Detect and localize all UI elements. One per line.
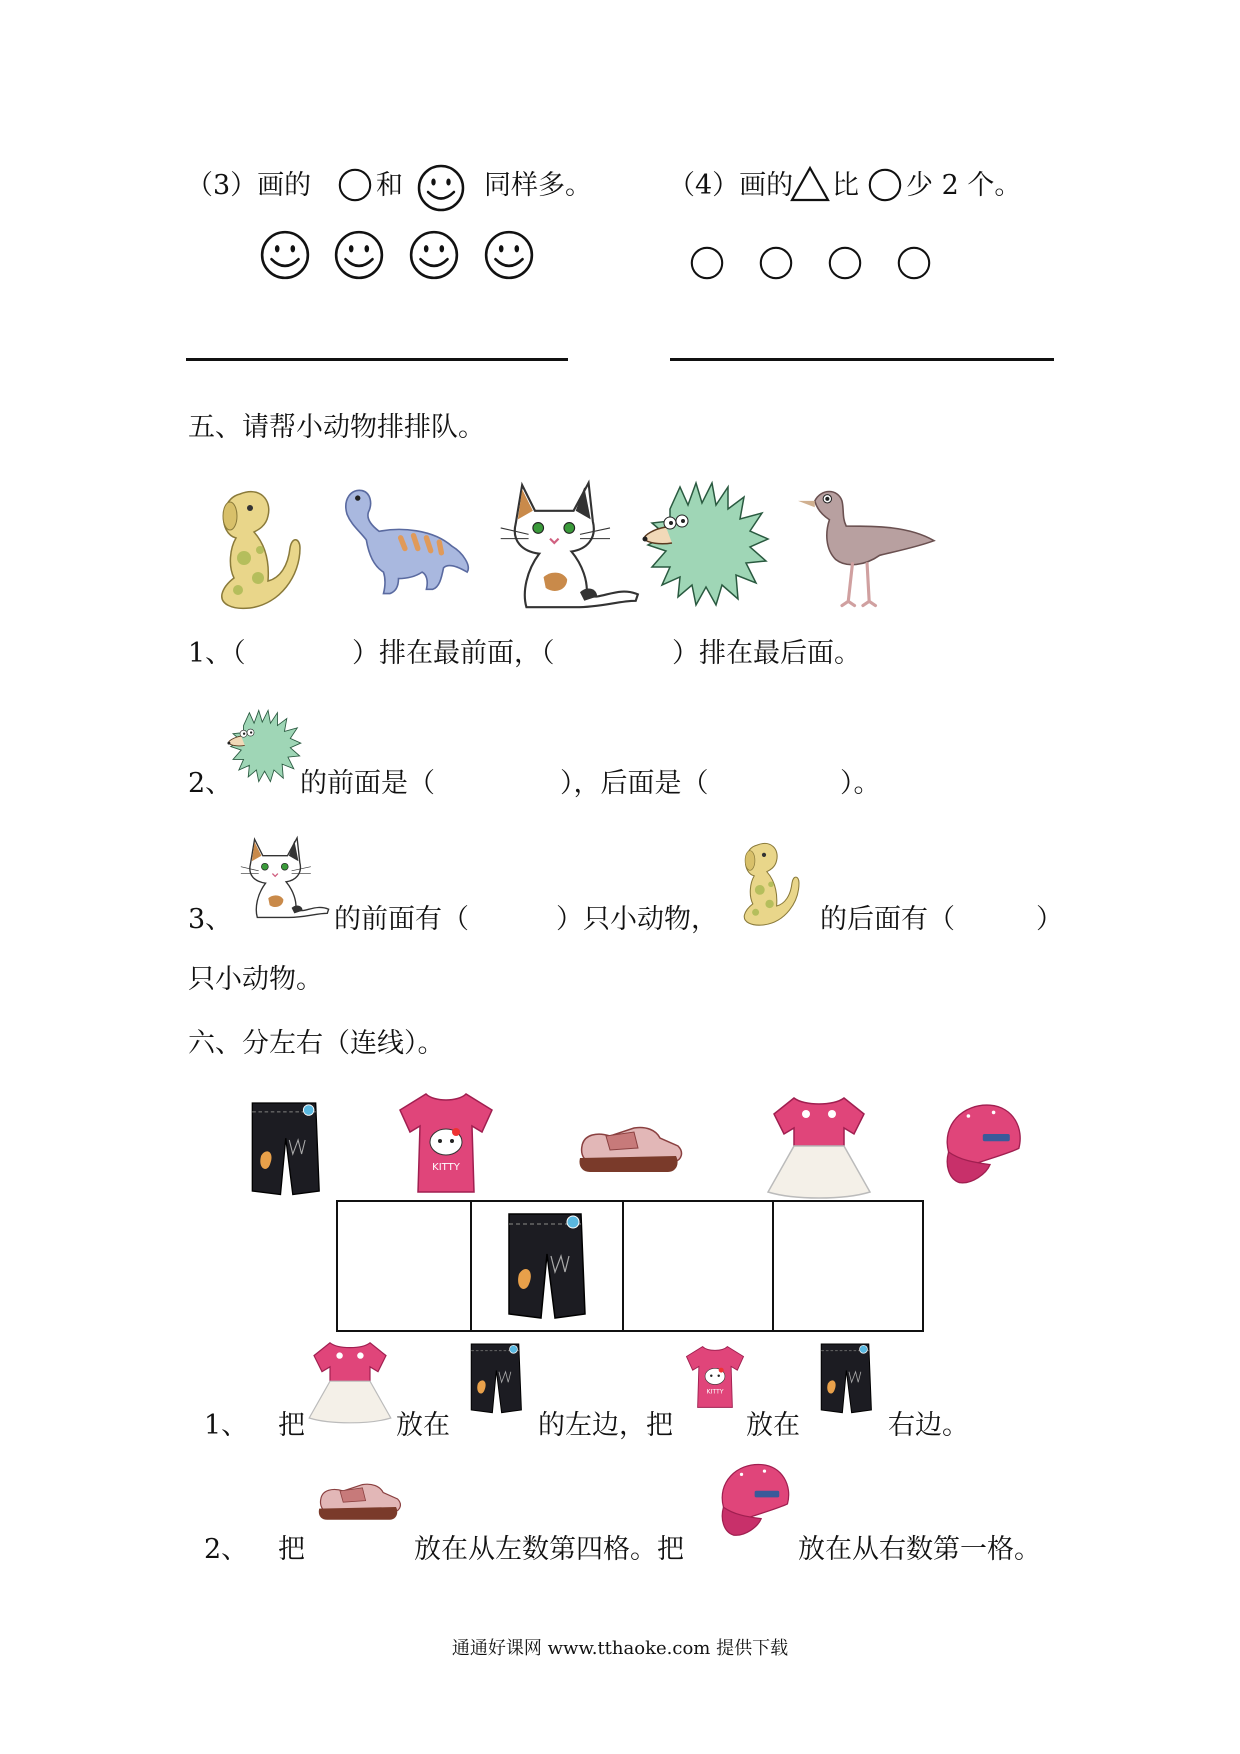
s6-q2-num: 2、 bbox=[204, 1534, 249, 1565]
bird-icon bbox=[790, 480, 940, 616]
circle-icon bbox=[826, 244, 864, 282]
answer-line-q4[interactable] bbox=[670, 358, 1054, 361]
shoe-icon bbox=[316, 1466, 404, 1532]
q3-label: （3）画的 bbox=[186, 170, 312, 201]
cat-icon bbox=[490, 474, 640, 614]
s6-q1-b: 放在 bbox=[396, 1410, 450, 1441]
s5-q1-mid: ）排在最前面，（ bbox=[352, 638, 555, 669]
hedgehog-icon bbox=[226, 700, 302, 792]
q3-text bbox=[186, 172, 311, 199]
section5-title: 五、请帮小动物排排队。 bbox=[188, 412, 485, 443]
s5-q1-num: 1、（ bbox=[188, 638, 246, 669]
dog-icon bbox=[736, 838, 806, 932]
s5-q3-end: ） bbox=[1036, 904, 1063, 935]
s6-q2-c: 放在从右数第一格。 bbox=[798, 1534, 1041, 1565]
dinosaur-icon bbox=[336, 482, 476, 600]
q4-label: （4）画的 bbox=[668, 170, 794, 201]
q4-rest: 少 2 个。 bbox=[906, 170, 1022, 201]
circle-icon bbox=[688, 244, 726, 282]
tshirt-icon bbox=[684, 1336, 746, 1418]
smiley-icon bbox=[483, 229, 535, 281]
hedgehog-icon bbox=[640, 474, 770, 614]
s5-q2-num: 2、 bbox=[188, 768, 233, 799]
dress-icon[interactable] bbox=[764, 1092, 874, 1202]
s6-q2-a: 把 bbox=[278, 1534, 305, 1565]
circle-icon bbox=[336, 166, 374, 204]
pants-icon bbox=[494, 1204, 596, 1324]
pants-icon[interactable] bbox=[240, 1094, 328, 1200]
q3-conj: 和 bbox=[376, 170, 403, 201]
pants-icon bbox=[812, 1336, 878, 1418]
s5-q2-mid: 的前面是（ bbox=[300, 768, 435, 799]
s6-q1-d: 放在 bbox=[746, 1410, 800, 1441]
s5-q3-mid3: 的后面有（ bbox=[820, 904, 955, 935]
s6-q1-e: 右边。 bbox=[888, 1410, 969, 1441]
shoe-icon[interactable] bbox=[576, 1106, 686, 1186]
s5-q3-cont: 只小动物。 bbox=[188, 964, 323, 995]
circle-icon bbox=[866, 166, 904, 204]
s5-q2-mid2: ），后面是（ bbox=[560, 768, 709, 799]
s6-q1-c: 的左边，把 bbox=[538, 1410, 673, 1441]
grid-cell-3[interactable] bbox=[624, 1202, 774, 1330]
q3-rest: 同样多。 bbox=[484, 170, 592, 201]
dog-icon bbox=[210, 486, 310, 616]
smiley-icon bbox=[416, 163, 466, 213]
s5-q3-mid2: ）只小动物， bbox=[556, 904, 718, 935]
grid-cell-4[interactable] bbox=[774, 1202, 922, 1330]
triangle-icon bbox=[790, 166, 830, 202]
grid-cell-1[interactable] bbox=[338, 1202, 472, 1330]
s5-q2-end: ）。 bbox=[840, 768, 881, 799]
answer-line-q3[interactable] bbox=[186, 358, 568, 361]
smiley-icon bbox=[259, 229, 311, 281]
dress-icon bbox=[306, 1336, 394, 1428]
tshirt-icon[interactable] bbox=[396, 1088, 496, 1198]
s6-q1-num: 1、 bbox=[204, 1410, 249, 1441]
footer-text: 通通好课网 www.tthaoke.com 提供下载 bbox=[451, 1638, 789, 1659]
circle-icon bbox=[757, 244, 795, 282]
answer-grid bbox=[336, 1200, 924, 1332]
s5-q3-num: 3、 bbox=[188, 904, 233, 935]
s5-q3-mid: 的前面有（ bbox=[334, 904, 469, 935]
section6-title: 六、分左右（连线）。 bbox=[188, 1028, 445, 1059]
pants-icon bbox=[462, 1336, 528, 1418]
s6-q1-a: 把 bbox=[278, 1410, 305, 1441]
cap-icon[interactable] bbox=[936, 1098, 1026, 1188]
footer bbox=[0, 1634, 1240, 1660]
circle-icon bbox=[895, 244, 933, 282]
cat-icon bbox=[234, 830, 330, 924]
s5-q1-end: ）排在最后面。 bbox=[672, 638, 861, 669]
smiley-icon bbox=[408, 229, 460, 281]
q4-comp: 比 bbox=[832, 170, 859, 201]
smiley-icon bbox=[333, 229, 385, 281]
s6-q2-b: 放在从左数第四格。把 bbox=[414, 1534, 684, 1565]
cap-icon bbox=[712, 1456, 794, 1542]
